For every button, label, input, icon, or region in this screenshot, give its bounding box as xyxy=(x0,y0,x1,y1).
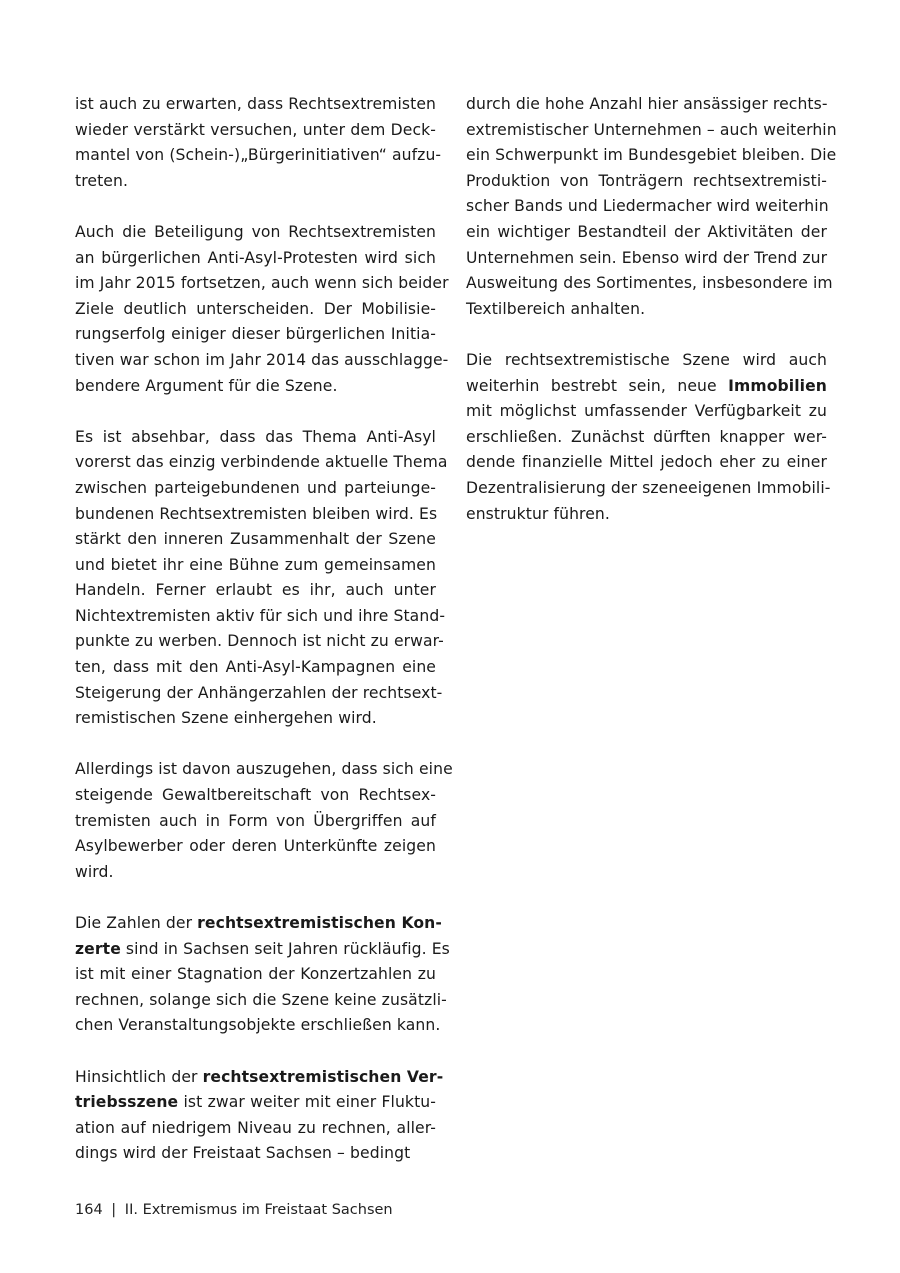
right-column xyxy=(466,92,837,553)
emphasized-term: rechtsextremistischen Ver- xyxy=(202,1067,444,1086)
text-line: ten, dass mit den Anti-Asyl-Kampagnen eine xyxy=(75,658,436,677)
section-title: II. Extremismus im Freistaat Sachsen xyxy=(124,1202,393,1218)
text-line: ist mit einer Stagnation der Konzertzahlen zu xyxy=(75,965,436,984)
text-line: und bietet ihr eine Bühne zum gemeinsamen xyxy=(75,555,436,574)
text-line: erschließen. Zunächst dürften knapper wer- xyxy=(466,427,827,446)
text-line: rungserfolg einiger dieser bürgerlichen Initia- xyxy=(75,325,436,344)
footer-separator: | xyxy=(111,1202,117,1218)
text-run: sind in Sachsen seit Jahren rückläufig. Es xyxy=(120,939,450,958)
text-line: remistischen Szene einhergehen wird. xyxy=(75,709,377,728)
text-line: Allerdings ist davon auszugehen, dass sich eine xyxy=(75,760,453,779)
text-run: Hinsichtlich der xyxy=(75,1067,203,1086)
emphasized-term: rechtsextremistischen Kon- xyxy=(197,914,442,932)
text-run: ist zwar weiter mit einer Fluktu- xyxy=(178,1093,436,1112)
text-line: Handeln. Ferner erlaubt es ihr, auch unter xyxy=(75,581,436,600)
text-line: tremisten auch in Form von Übergriffen auf xyxy=(75,811,436,830)
text-line: steigende Gewaltbereitschaft von Rechtsex- xyxy=(75,786,436,805)
paragraph xyxy=(466,92,837,322)
text-line: chen Veranstaltungsobjekte erschließen kann. xyxy=(75,1016,441,1035)
text-line: ein Schwerpunkt im Bundesgebiet bleiben. Die xyxy=(466,146,837,165)
text-line: extremistischer Unternehmen – auch weiterhin xyxy=(466,120,837,139)
text-line: ein wichtiger Bestandteil der Aktivitäten der xyxy=(466,222,827,241)
paragraph xyxy=(75,757,453,885)
text-line: dende finanzielle Mittel jedoch eher zu einer xyxy=(466,453,827,472)
text-line xyxy=(75,1065,444,1091)
paragraph xyxy=(75,425,448,732)
text-run: Die Zahlen der xyxy=(75,914,198,932)
text-line: im Jahr 2015 fortsetzen, auch wenn sich beider xyxy=(75,274,449,293)
text-line: scher Bands und Liedermacher wird weiterhin xyxy=(466,197,829,216)
emphasized-term: triebsszene xyxy=(75,1093,179,1112)
text-line xyxy=(75,911,442,937)
text-line: mantel von (Schein-)„Bürgerinitiativen“ aufzu- xyxy=(75,146,442,165)
text-line: tiven war schon im Jahr 2014 das ausschlagge- xyxy=(75,350,449,369)
paragraph xyxy=(75,220,449,399)
text-line: Ausweitung des Sortimentes, insbesondere im xyxy=(466,274,833,293)
left-column xyxy=(75,92,453,1193)
text-line: bendere Argument für die Szene. xyxy=(75,376,338,395)
text-line xyxy=(75,937,450,963)
text-line: Dezentralisierung der szeneeigenen Immobili- xyxy=(466,478,831,497)
paragraph xyxy=(75,1065,444,1167)
text-line: Textilbereich anhalten. xyxy=(466,299,646,318)
text-line: Es ist absehbar, dass das Thema Anti-Asyl xyxy=(75,427,436,446)
paragraph xyxy=(466,348,831,527)
text-line: stärkt den inneren Zusammenhalt der Szene xyxy=(75,530,436,549)
paragraph xyxy=(75,92,442,194)
text-line: punkte zu werben. Dennoch ist nicht zu erwar- xyxy=(75,632,444,651)
text-line: Ziele deutlich unterscheiden. Der Mobilisie- xyxy=(75,299,436,318)
text-line: Asylbewerber oder deren Unterkünfte zeigen xyxy=(75,837,436,856)
text-line: wieder verstärkt versuchen, unter dem Deck- xyxy=(75,120,436,139)
text-line: Die rechtsextremistische Szene wird auch xyxy=(466,350,827,369)
text-line: Unternehmen sein. Ebenso wird der Trend zur xyxy=(466,248,828,267)
text-run: weiterhin bestrebt sein, neue xyxy=(466,376,729,395)
text-line: Steigerung der Anhängerzahlen der rechtsext- xyxy=(75,683,443,702)
text-line: dings wird der Freistaat Sachsen – bedingt xyxy=(75,1144,411,1163)
text-line: treten. xyxy=(75,171,129,190)
page-number: 164 xyxy=(75,1202,103,1218)
text-line: mit möglichst umfassender Verfügbarkeit zu xyxy=(466,402,827,421)
text-line xyxy=(466,374,827,400)
text-line: ist auch zu erwarten, dass Rechtsextremisten xyxy=(75,95,436,113)
text-line: wird. xyxy=(75,862,114,881)
text-line: Nichtextremisten aktiv für sich und ihre Stand- xyxy=(75,606,446,625)
text-line: bundenen Rechtsextremisten bleiben wird. Es xyxy=(75,504,438,523)
text-line: Produktion von Tonträgern rechtsextremisti- xyxy=(466,171,827,190)
text-line xyxy=(75,1090,436,1116)
text-line: rechnen, solange sich die Szene keine zusätzli- xyxy=(75,990,447,1009)
page-footer xyxy=(75,1200,393,1220)
text-line: durch die hohe Anzahl hier ansässiger rechts- xyxy=(466,95,828,113)
emphasized-term: Immobilien xyxy=(728,376,827,395)
text-line: zwischen parteigebundenen und parteiunge- xyxy=(75,478,436,497)
text-line: Auch die Beteiligung von Rechtsextremisten xyxy=(75,222,436,241)
text-line: an bürgerlichen Anti-Asyl-Protesten wird sich xyxy=(75,248,436,267)
text-line: vorerst das einzig verbindende aktuelle Thema xyxy=(75,453,448,472)
text-line: ation auf niedrigem Niveau zu rechnen, aller- xyxy=(75,1118,436,1137)
text-line: enstruktur führen. xyxy=(466,504,610,523)
paragraph xyxy=(75,911,450,1039)
emphasized-term: zerte xyxy=(75,939,121,958)
